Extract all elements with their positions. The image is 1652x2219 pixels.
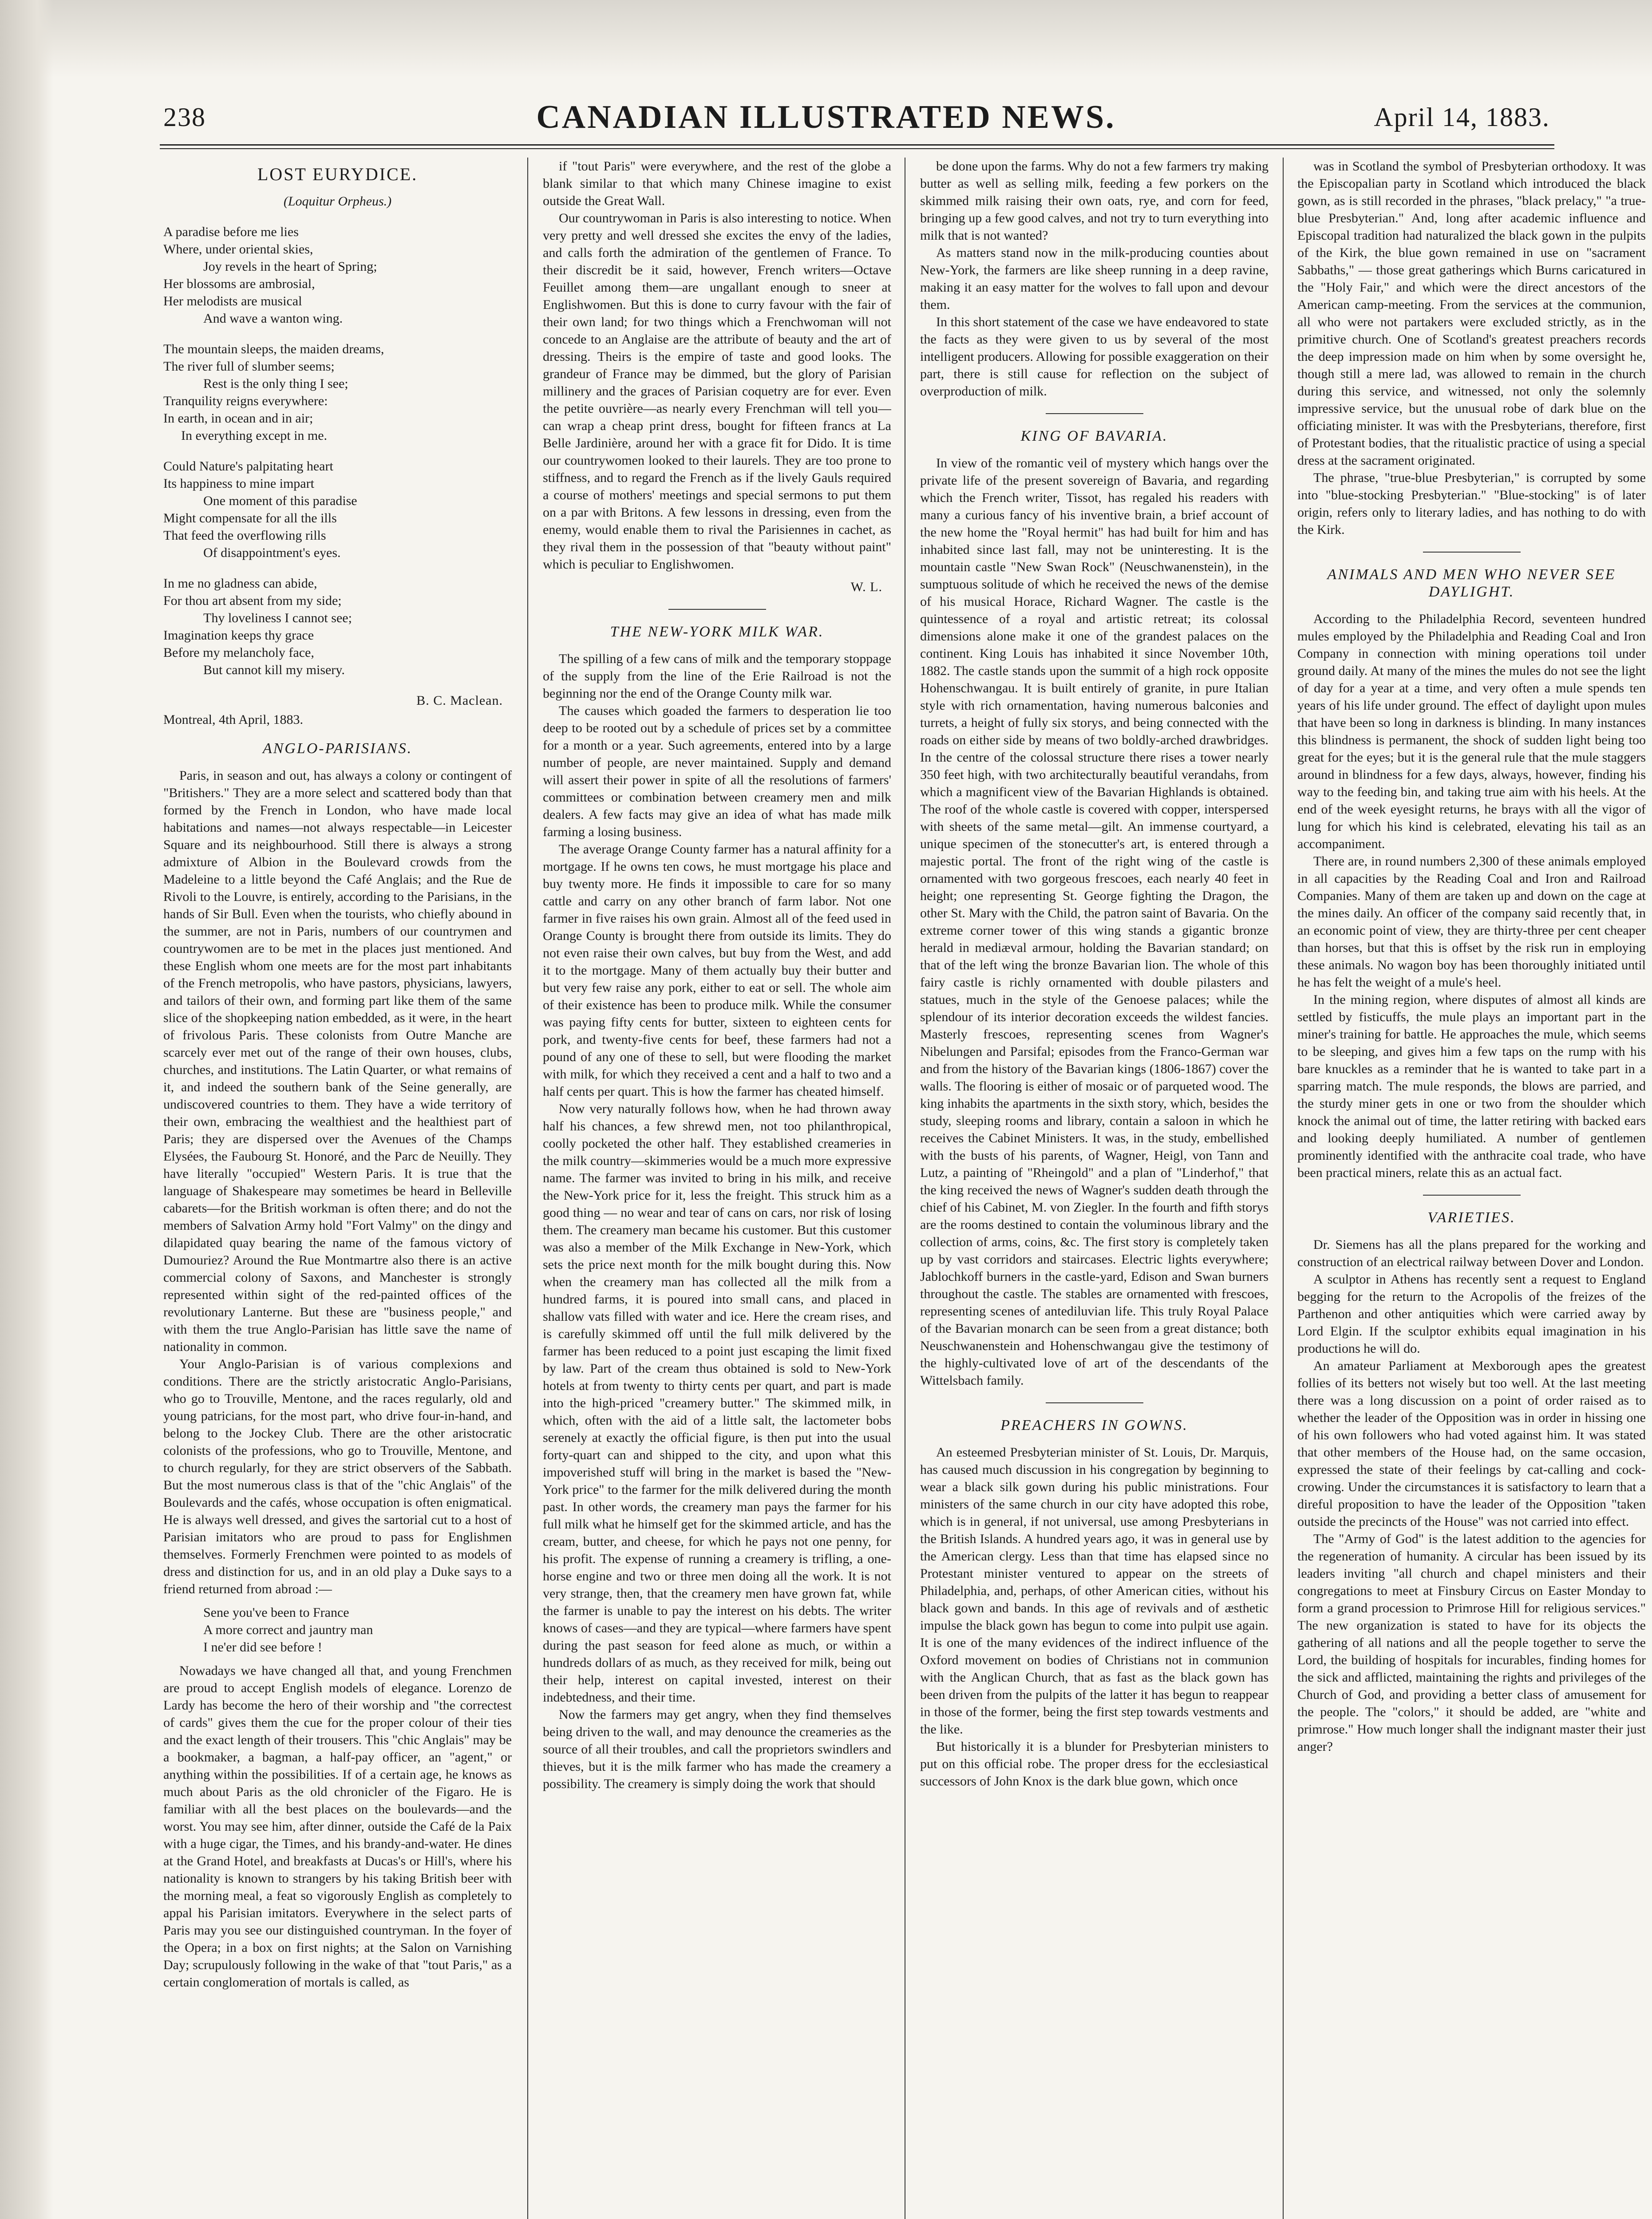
poem-stanza [163,340,512,444]
paragraph: In the mining region, where disputes of almost all kinds are settled by fisticuffs, the mule plays an important part in the miner's training for battle. He approaches the mule, which seems to be sleeping, and gives him a few taps on the rump with his bare knuckles as a reminder that he is wanted to take part in a sparring match. The mule responds, the blows are parried, and the sturdy miner gets in one or two from the shoulder which knock the animal out of time, the latter retiring with backed ears and looking deeply humiliated. A number of gentlemen prominently identified with the anthracite coal trade, who have been practical miners, relate this as an actual fact. [1297,992,1646,1180]
poem-line: Tranquility reigns everywhere: [163,394,328,408]
poem-line: In me no gladness can abide, [163,576,317,591]
article-signature: W. L. [850,580,882,594]
poem-line: Of disappointment's eyes. [203,545,341,560]
issue-date: April 14, 1883. [1374,103,1550,132]
poem-line: One moment of this paradise [203,494,357,508]
poem-line: Could Nature's palpitating heart [163,459,333,474]
article-body [920,158,1269,400]
poem-title: LOST EURYDICE. [257,164,418,184]
article-body [163,767,512,1991]
paragraph: The phrase, "true-blue Presbyterian," is corrupted by some into "blue-stocking Presbyterian." "Blue-stocking" is of later origin, refers only to literary ladies, and has nothing to do with the Kirk. [1297,470,1646,537]
article-title: ANGLO-PARISIANS. [262,740,413,757]
poem-stanza [163,575,512,679]
poem-line: Might compensate for all the ills [163,511,337,525]
paragraph: was in Scotland the symbol of Presbyterian orthodoxy. It was the Episcopalian party in Scotland which introduced the black gown, as is still recorded in the phrases, "black prelacy," "a true-blue Presbyterian." And, long after academic influence and Episcopal tradition had naturalized the black gown in the pulpits of the Kirk, the blue gown remained in use on "sacrament Sabbaths," — those great gatherings which Burns caricatured in the "Holy Fair," and which were the direct ancestors of the American camp-meeting. From the services at the communion, all who were not partakers were excluded strictly, as in the primitive church. One of Scotland's greatest preachers records the deep impression made on him when by some oversight he, though still a mere lad, was allowed to remain in the church during this service, and witnessed, not only the solemnly impressive service, but the unusual robe of dark blue on the officiating minister. It was with the Presbyterians, therefore, first of Protestant bodies, that the ritualistic practice of using a special dress at the sacrament originated. [1297,159,1646,468]
paragraph: Your Anglo-Parisian is of various complexions and conditions. There are the strictly aristocratic Anglo-Parisians, who go to Trouville, Mentone, and the races regularly, old and young patricians, for the most part, who drive four-in-hand, and belong to the Jockey Club. There are the other aristocratic colonists of the professions, who go to Trouville, Mentone, and to church regularly, for they are strict observers of the Sabbath. But the most numerous class is that of the "chic Anglais" of the Boulevards and the cafés, whose occupation is often enigmatical. He is always well dressed, and gives the sartorial cut to a host of Parisian imitators who are proud to pass for Englishmen themselves. Formerly Frenchmen were pointed to as models of dress and distinction for us, and in an old play a Duke says to a friend returned from abroad :— [163,1357,512,1596]
poem-line: In everything except in me. [181,428,328,443]
poem-dateline: Montreal, 4th April, 1883. [163,712,303,727]
verse-line: I ne'er did see before ! [203,1640,322,1654]
poem-line: Rest is the only thing I see; [203,376,348,391]
article-title: KING OF BAVARIA. [1020,428,1168,444]
paragraph: There are, in round numbers 2,300 of these animals employed in all capacities by the Reading Coal and Iron and Railroad Companies. Many of them are taken up and down on the cage at the mines daily. An officer of the company said recently that, in an economic point of view, they are thirty-three per cent cheaper than horses, but that this is offset by the risk run in employing these animals. No wagon boy has been thoroughly initiated until he has felt the weight of a mule's heel. [1297,854,1646,990]
paragraph: In this short statement of the case we have endeavored to state the facts as they were given to us by several of the most intelligent producers. Allowing for possible exaggeration on their part, there is still cause for reflection on the subject of overproduction of milk. [920,315,1269,399]
masthead: CANADIAN ILLUSTRATED NEWS. [536,99,1116,135]
article-body [1297,1236,1646,1755]
paragraph: But historically it is a blunder for Presbyterian ministers to put on this official robe. The proper dress for the ecclesiastical successors of John Knox is the dark blue gown, which once [920,1739,1269,1789]
article-title: ANIMALS AND MEN WHO NEVER SEE DAYLIGHT. [1327,566,1616,600]
paragraph: The "Army of God" is the latest addition to the agencies for the regeneration of humanity. A circular has been issued by its leaders inviting "all church and chapel ministers and their congregations to meet at Finsbury Circus on Easter Monday to form a grand procession to Primrose Hill for religious services." The new organization is stated to have for its objects the gathering of all nations and all the people together to serve the Lord, the building of hospitals for incurables, finding homes for the sick and afflicted, maintaining the rights and privileges of the Church of God, and providing a better class of amusement for the people. The "colors," it should be added, are "white and primrose." How much longer shall the indignant master their just anger? [1297,1532,1646,1754]
paragraph: The average Orange County farmer has a natural affinity for a mortgage. If he owns ten cows, he must mortgage his place and buy twenty more. He finds it impossible to care for so many cattle and carry on any other branch of farm labor. Not one farmer in five raises his own grain. Almost all of the feed used in Orange County is brought there from outside its limits. They do not even raise their own calves, but buy from the West, and add it to the mortgage. Many of them actually buy their butter and but very few raise any pork, either to eat or sell. The whole aim of their existence has been to produce milk. While the consumer was paying fifty cents for butter, sixteen to eighteen cents for pork, and twenty-five cents for beef, these farmers had not a pound of any one of these to sell, but were flooding the market with milk, for which they received a cent and a half to two and a half cents per quart. This is how the farmer has cheated himself. [543,842,891,1099]
column-2 [543,158,891,2219]
section-rule [1046,1402,1143,1403]
poem-body [163,223,512,679]
poem-line: The river full of slumber seems; [163,359,335,374]
poem-stanza [163,458,512,561]
section-rule [1423,552,1521,553]
article-body [1297,610,1646,1181]
section-rule [1423,1195,1521,1196]
paragraph: An esteemed Presbyterian minister of St. Louis, Dr. Marquis, has caused much discussion in his congregation by beginning to wear a black silk gown during his public ministrations. Four ministers of the same church in our city have adopted this robe, which is in general, if not universal, use among Presbyterians in the British Islands. A hundred years ago, it was in general use by the American clergy. Less than that time has elapsed since no Protestant minister ventured to appear on the streets of Philadelphia, and, perhaps, of other American cities, without his black gown and bands. In this age of revivals and of æsthetic impulse the black gown has begun to come into pulpit use again. It is one of the many evidences of the indirect influence of the Oxford movement on bodies of Christians not in communion with the Anglican Church, that as fast as the black gown has been driven from the pulpits of the latter it has begun to reappear in those of the former, being the first step towards vestments and the like. [920,1445,1269,1737]
poem-line: Thy loveliness I cannot see; [203,611,352,625]
scan-edge-top [0,0,1652,78]
header-rule [160,144,1554,149]
poem-line: And wave a wanton wing. [203,311,343,326]
article-title: PREACHERS IN GOWNS. [1000,1417,1188,1433]
verse-line: A more correct and jauntry man [203,1623,373,1637]
poem-line: Her blossoms are ambrosial, [163,276,315,291]
paragraph: A sculptor in Athens has recently sent a request to England begging for the return to the Acropolis of the freizes of the Parthenon and other antiquities which were carried away by Lord Elgin. If the sculptor exhibits equal imagination in his productions he will do. [1297,1272,1646,1356]
paragraph: be done upon the farms. Why do not a few farmers try making butter as well as selling milk, feeding a few porkers on the skimmed milk raising their own oats, rye, and corn for feed, bringing up a few good calves, and not try to turn everything into milk that is not wanted? [920,159,1269,243]
poem-subtitle: (Loquitur Orpheus.) [283,194,392,209]
poem-line: Where, under oriental skies, [163,242,313,257]
paragraph: According to the Philadelphia Record, seventeen hundred mules employed by the Philadelphia and Reading Coal and Iron Company in connection with mining operations toil under ground daily. At many of the mines the mules do not see the light of day for a year at a time, and very often a mule spends ten years of his life under ground. The effect of daylight upon mules that have been so long in darkness is blinding. In many instances this blindness is permanent, the shock of sudden light being too great for the eyes; but it is the general rule that the mule staggers around in blindness for a few days, always, however, finding his way to the feeding bin, and taking true aim with his heels. At the end of the week eyesight returns, he brays with all the vigor of lung for which his kind is celebrated, elevating his tail as an accompaniment. [1297,612,1646,851]
article-title: THE NEW-YORK MILK WAR. [610,624,824,640]
paragraph: Paris, in season and out, has always a colony or contingent of "Britishers." They are a more select and scattered body than that formed by the French in London, who have made local habitations and names—not always respectable—in Leicester Square and its neighbourhood. Still there is always a strong admixture of Albion in the Boulevard crowds from the Madeleine to a little beyond the Café Anglais; and the Rue de Rivoli to the Louvre, is entirely, according to the Parisians, in the hands of Sir Bull. Even when the tourists, who chiefly abound in the summer, are not in Paris, numbers of our countrymen and countrywomen are to be met in the places just mentioned. And these English whom one meets are for the most part inhabitants of the French metropolis, who have pastors, physicians, lawyers, and tailors of their own, and forming part like them of the same slice of the shopkeeping nation embedded, as it were, in the heart of frivolous Paris. These colonists from Outre Manche are scarcely ever met out of the range of their own houses, clubs, churches, and institutions. The Latin Quarter, or what remains of it, and indeed the southern bank of the Seine generally, are undiscovered countries to them. They have a wide territory of their own, embracing the wealthiest and the healthiest part of Paris; they are dispersed over the Avenues of the Champs Elysées, the Faubourg St. Honoré, and the Parc de Neuilly. They have literally "occupied" Western Paris. It is true that the language of Shakespeare may sometimes be heard in Belleville cabarets—for the British workman is often there; and do not the members of Salvation Army hold "Fort Valmy" on the dingy and dilapidated quay bearing the name of the famous victory of Dumouriez? Around the Rue Montmartre also there is an active commercial colony of Saxons, and Manchester is strongly represented within sight of the red-painted offices of the revolutionary Lanterne. But these are "business people," and with them the true Anglo-Parisian has little save the name of nationality in common. [163,768,512,1354]
paragraph: An amateur Parliament at Mexborough apes the greatest follies of its betters not wisely but too well. At the last meeting there was a long discussion on a point of order raised as to whether the leader of the Opposition was in order in hissing one of his own followers who had voted against him. It was stated that other members of the House had, on the same occasion, expressed the state of their feelings by cat-calling and cock-crowing. Under the circumstances it is satisfactory to learn that a direful proposition to have the leader of the Opposition "taken outside the precincts of the House" was not carried into effect. [1297,1358,1646,1529]
column-4 [1297,158,1646,2219]
verse-line: Sene you've been to France [203,1605,349,1620]
article-body [1297,158,1646,538]
poem-line: Its happiness to mine impart [163,476,314,491]
poem-stanza [163,223,512,327]
paragraph: Dr. Siemens has all the plans prepared for the working and construction of an electrical railway between Dover and London. [1297,1237,1646,1269]
quoted-verse [203,1604,512,1656]
column-3 [920,158,1269,2219]
scan-edge-left [0,0,53,2219]
article-title: VARIETIES. [1427,1209,1516,1226]
paragraph: In view of the romantic veil of mystery which hangs over the private life of the present sovereign of Bavaria, and regarding which the French writer, Tissot, has regaled his readers with many a curious fancy of his inventive brain, a brief account of the new home the "Royal hermit" has had built for him and has inhabited since last fall, may not be uninteresting. It is the mountain castle "New Swan Rock" (Neuschwanenstein), in the sumptuous solitude of which he received the news of the demise of his musical Horace, Richard Wagner. The castle is the quintessence of a royal and artistic retreat; its colossal dimensions alone make it one of the grandest palaces on the continent. King Louis has inhabited it since November 10th, 1882. The castle stands upon the summit of a high rock opposite Hohenschwangau. It is built entirely of granite, in pure Italian style with rich ornamentation, having numerous balconies and turrets, a height of fully six storys, and being connected with the roads on either side by means of two boldly-arched drawbridges. In the centre of the colossal structure there rises a tower nearly 350 feet high, with two architecturally beautiful verandahs, from which a magnificent view of the Bavarian Highlands is obtained. The roof of the whole castle is covered with copper, interspersed with sheets of the same metal—gilt. An immense courtyard, a unique specimen of the stonecutter's art, is entered through a majestic portal. The front of the right wing of the castle is ornamented with two gorgeous frescoes, each nearly 40 feet in height; one representing St. George fighting the Dragon, the other St. Mary with the Child, the patron saint of Bavaria. On the extreme corner tower of this wing stands a gigantic bronze herald in mediæval armour, holding the Bavarian standard; on that of the left wing the bronze Bavarian lion. The whole of this fairy castle is richly ornamented with double pilasters and statues, much in the style of the Genoese palaces; while the splendour of its interior decoration exceeds the wildest fancies. Masterly frescoes, representing scenes from Wagner's Nibelungen and Parsifal; episodes from the Franco-German war and from the history of the Bavarian kings (1806-1867) cover the walls. The flooring is either of mosaic or of parqueted wood. The king inhabits the apartments in the sixth story, which, besides the study, sleeping rooms and library, contain a saloon in which he receives the Cabinet Ministers. It was, in the study, embellished with the busts of his parents, of Wagner, Heigl, von Tann and Lutz, a painting of "Rheingold" and a plan of "Linderhof," that the king received the news of Wagner's sudden death through the chief of his Cabinet, M. von Ziegler. In the fourth and fifth storys are the rooms destined to contain the voluminous library and the collection of arms, coins, &c. The first story is completely taken up by vast corridors and staircases. Electric lights everywhere; Jablochkoff burners in the castle-yard, Edison and Swan burners throughout the castle. The stables are ornamented with frescoes, representing scenes of antediluvian life. This truly Royal Palace of the Bavarian monarch can be seen from a great distance; both Neuschwanenstein and Hohenschwangau give the testimony of the highly-cultivated love of art of the descendants of the Wittelsbach family. [920,456,1269,1388]
column-rule [527,158,528,2219]
poem-author: B. C. Maclean. [416,693,503,708]
section-rule [668,609,766,610]
article-body [920,454,1269,1389]
poem-line: That feed the overflowing rills [163,528,326,543]
poem-line: Imagination keeps thy grace [163,628,314,643]
paragraph: As matters stand now in the milk-producing counties about New-York, the farmers are like sheep running in a deep ravine, making it an easy matter for the wolves to fall upon and devour them. [920,245,1269,312]
paragraph: if "tout Paris" were everywhere, and the rest of the globe a blank similar to that which many Chinese imagine to exist outside the Great Wall. [543,159,891,208]
section-rule [1046,413,1143,414]
column-1 [163,158,512,2219]
poem-line: Joy revels in the heart of Spring; [203,259,377,274]
paragraph: The causes which goaded the farmers to desperation lie too deep to be rooted out by a schedule of prices set by a committee for a month or a year. Such agreements, entered into by a large number of people, are never maintained. Supply and demand will assert their power in spite of all the resolutions of farmers' committees or combination between creamery men and milk dealers. A few facts may give an idea of what has made milk farming a losing business. [543,703,891,839]
paragraph: Now the farmers may get angry, when they find themselves being driven to the wall, and may denounce the creameries as the source of all their troubles, and call the proprietors swindlers and thieves, but it is the milk farmer who has made the creamery a possibility. The creamery is simply doing the work that should [543,1707,891,1791]
poem-line: The mountain sleeps, the maiden dreams, [163,342,384,356]
poem-line: Before my melancholy face, [163,645,314,660]
poem-line: Her melodists are musical [163,294,302,308]
poem-line: For thou art absent from my side; [163,593,342,608]
column-rule [1283,158,1284,2219]
paragraph: The spilling of a few cans of milk and the temporary stoppage of the supply from the line of the Erie Railroad is not the beginning nor the end of the Orange County milk war. [543,651,891,701]
paragraph: Now very naturally follows how, when he had thrown away half his chances, a few shrewd men, not too philanthropical, coolly pocketed the other half. They established creameries in the milk country—skimmeries would be a much more expressive name. The farmer was invited to bring in his milk, and receive the New-York price for it, less the freight. This struck him as a good thing — no wear and tear of cans on cars, nor risk of losing them. The creamery man became his customer. But this customer was also a member of the Milk Exchange in New-York, which sets the price next month for the milk bought during this. Now when the creamery man has collected all the milk from a hundred farms, it is poured into small cans, and placed in shallow vats filled with water and ice. Here the cream rises, and is carefully skimmed off until the full milk delivered by the farmer has been reduced to a point just escaping the limit fixed by law. Part of the cream thus obtained is sold to New-York hotels at from twenty to thirty cents per quart, and part is made into the high-priced "creamery butter." The skimmed milk, in which, often with the aid of a little salt, the lactometer bobs serenely at exactly the official figure, is then put into the usual forty-quart can and shipped to the city, and upon what this impoverished stuff will bring in the market is based the "New-York price" to the farmer for the milk delivered during the month past. In other words, the creamery man pays the farmer for his full milk what he himself get for the skimmed article, and has the cream, butter, and cheese, for which he pays not one penny, for his profit. The expense of running a creamery is trifling, a one-horse engine and two or three men doing all the work. It is not very strange, then, that the creamery men have grown fat, while the farmer is unable to pay the interest on his debts. The writer knows of cases—and they are typical—where farmers have spent during the past season for feed alone as much, or within a hundreds dollars of as much, as they received for milk, being out their help, interest on capital invested, interest on their indebtedness, and their time. [543,1102,891,1705]
article-body [543,158,891,573]
page-number: 238 [163,103,206,132]
paragraph: Our countrywoman in Paris is also interesting to notice. When very pretty and well dressed she excites the envy of the ladies, and calls forth the admiration of the gentlemen of France. To their discredit be it said, however, French writers—Octave Feuillet among them—are ungallant enough to sneer at Englishwomen. But this is done to curry favour with the fair of their own land; for two things which a Frenchwoman will not concede to an Anglaise are the attribute of beauty and the art of dressing. Theirs is the empire of taste and good looks. The grandeur of France may be dimmed, but the glory of Parisian millinery and the graces of Parisian coquetry are for ever. Even the petite ouvrière—as nearly every Frenchman will tell you—can wrap a cheap print dress, bought for fifteen francs at La Belle Jardinière, around her with a grace fit for Dido. It is time our countrywomen looked to their laurels. They are too prone to stiffness, and to regard the French as if the lively Gauls required a course of mothers' meetings and special sermons to put them on a par with Britons. A few lessons in dressing, even from the enemy, would enable them to rival the Parisiennes in cachet, as they rival them in the possession of that "beauty without paint" which is peculiar to Englishwomen. [543,211,891,572]
poem-line: A paradise before me lies [163,225,299,239]
article-body [543,650,891,1793]
article-body [920,1444,1269,1790]
poem-line: In earth, in ocean and in air; [163,411,313,426]
paragraph: Nowadays we have changed all that, and young Frenchmen are proud to accept English models of elegance. Lorenzo de Lardy has become the hero of their worship and "the correctest of cards" gives them the cue for the proper colour of their ties and the exact length of their trousers. This "chic Anglais" may be a bookmaker, a bagman, a half-pay officer, an "agent," or anything within the possibilities. If of a certain age, he knows as much about Paris as the old chronicler of the Figaro. He is familiar with all the best places on the boulevards—and the worst. You may see him, after dinner, outside the Café de la Paix with a huge cigar, the Times, and his brandy-and-water. He dines at the Grand Hotel, and breakfasts at Ducas's or Hill's, where his nationality is known to strangers by his taking British beer with the morning meal, a feat so vigorously English as completely to appal his Parisian imitators. Everywhere in the select parts of Paris may you see our distinguished countryman. In the foyer of the Opera; in a box on first nights; at the Salon on Varnishing Day; scrupulously following in the wake of that "tout Paris," as a certain conglomeration of mortals is called, as [163,1663,512,1990]
poem-line: But cannot kill my misery. [203,663,345,677]
